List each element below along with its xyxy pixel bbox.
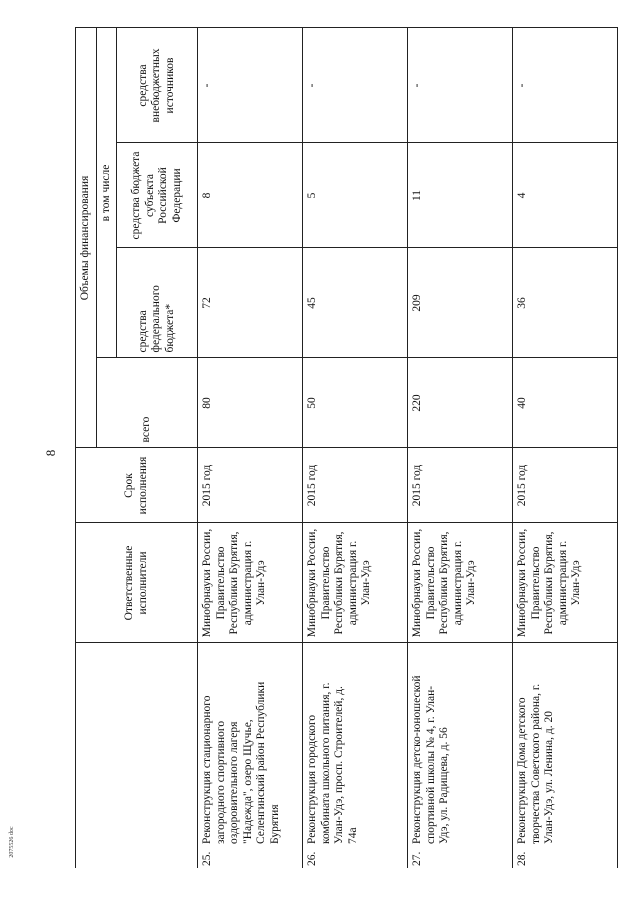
responsible-cell: Минобрнауки России, Правительство Республики Бурятия, администрация г. Улан-Удэ xyxy=(408,523,513,643)
object-name: Реконструкция стационарного загородного спортивного оздоровительного лагеря "Надежда", озеро Щучье, Селенгинский район Республики Бурятия xyxy=(201,681,281,844)
deadline-cell: 2015 год xyxy=(408,448,513,523)
federal-cell: 72 xyxy=(198,248,303,358)
funding-table xyxy=(75,28,618,869)
responsible-cell: Минобрнауки России, Правительство Республики Бурятия, администрация г. Улан-Удэ xyxy=(513,523,618,643)
table-row xyxy=(408,28,513,868)
row-number: 27. xyxy=(411,851,423,866)
total-cell: 50 xyxy=(303,358,408,448)
header-deadline: Срок исполнения xyxy=(76,448,198,523)
funding-table-rotated xyxy=(75,28,582,868)
federal-cell: 36 xyxy=(513,248,618,358)
page-number: 8 xyxy=(43,449,58,457)
object-name: Реконструкция Дома детского творчества Советского района, г. Улан-Удэ, ул. Ленина, д. 20 xyxy=(516,683,555,844)
object-cell xyxy=(513,643,618,868)
object-name: Реконструкция детско-юношеской спортивной школы № 4, г. Улан-Удэ, ул. Радищева, д. 56 xyxy=(411,675,450,844)
table-row xyxy=(513,28,618,868)
table-row xyxy=(303,28,408,868)
row-number: 26. xyxy=(306,851,318,866)
header-row-1 xyxy=(76,28,97,868)
extrabudget-cell: - xyxy=(513,28,618,143)
object-cell xyxy=(408,643,513,868)
deadline-cell: 2015 год xyxy=(513,448,618,523)
extrabudget-cell: - xyxy=(408,28,513,143)
table-row xyxy=(198,28,303,868)
subject-cell: 5 xyxy=(303,143,408,248)
deadline-cell: 2015 год xyxy=(303,448,408,523)
document-code: 2075526 doc xyxy=(9,826,15,858)
federal-cell: 209 xyxy=(408,248,513,358)
header-subject: средства бюджета субъекта Российской Федерации xyxy=(117,143,198,248)
row-number: 28. xyxy=(516,851,528,866)
header-extrabudget: средства внебюджетных источников xyxy=(117,28,198,143)
responsible-cell: Минобрнауки России, Правительство Республики Бурятия, администрация г. Улан-Удэ xyxy=(303,523,408,643)
subject-cell: 4 xyxy=(513,143,618,248)
header-responsible: Ответственные исполнители xyxy=(76,523,198,643)
extrabudget-cell: - xyxy=(198,28,303,143)
row-number: 25. xyxy=(201,851,213,866)
extrabudget-cell: - xyxy=(303,28,408,143)
header-object-cell xyxy=(76,643,198,868)
federal-cell: 45 xyxy=(303,248,408,358)
total-cell: 220 xyxy=(408,358,513,448)
header-funding: Объемы финансирования xyxy=(76,28,97,448)
subject-cell: 11 xyxy=(408,143,513,248)
header-federal: средства федерального бюджета* xyxy=(117,248,198,358)
header-total: всего xyxy=(96,358,198,448)
subject-cell: 8 xyxy=(198,143,303,248)
object-cell xyxy=(303,643,408,868)
header-including: в том числе xyxy=(96,28,117,358)
object-name: Реконструкция городского комбината школьного питания, г. Улан-Удэ, просп. Строителей, д. 74а xyxy=(306,682,359,844)
object-cell xyxy=(198,643,303,868)
deadline-cell: 2015 год xyxy=(198,448,303,523)
total-cell: 40 xyxy=(513,358,618,448)
total-cell: 80 xyxy=(198,358,303,448)
responsible-cell: Минобрнауки России, Правительство Республики Бурятия, администрация г. Улан-Удэ xyxy=(198,523,303,643)
